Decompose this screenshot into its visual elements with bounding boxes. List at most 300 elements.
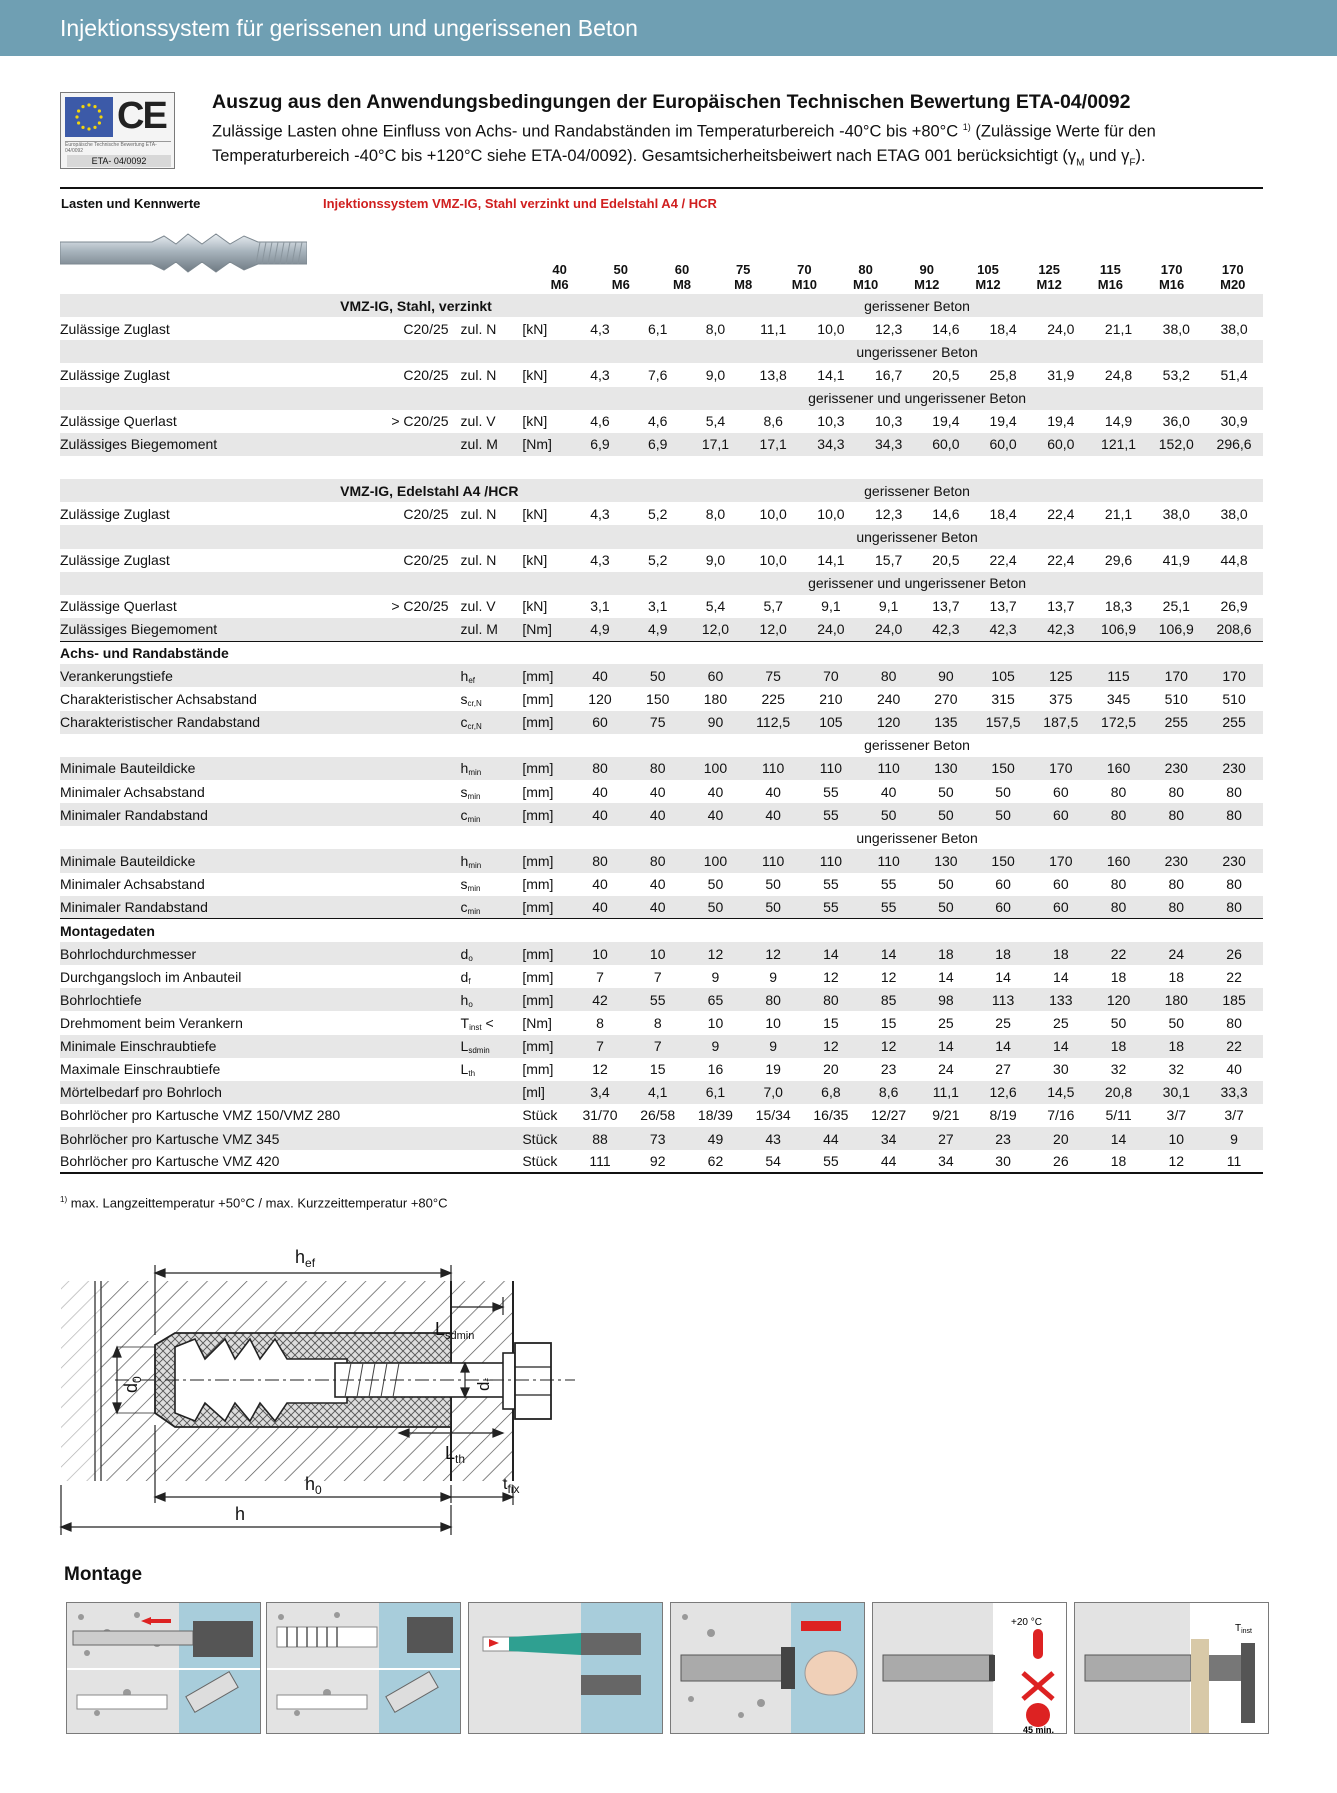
row-label: Minimaler Randabstand	[60, 896, 340, 919]
value-cell: 22,4	[1032, 549, 1090, 572]
value-cell: 60	[1032, 780, 1090, 803]
value-cell: 55	[802, 1150, 860, 1173]
value-cell: 26,9	[1205, 595, 1263, 618]
value-cell: 20,5	[918, 363, 975, 386]
column-header: 170 M16	[1158, 262, 1185, 292]
value-cell: 38,0	[1147, 317, 1205, 340]
value-cell: 4,9	[629, 618, 687, 641]
table-row	[60, 502, 1263, 525]
value-cell: 110	[802, 849, 860, 872]
value-cell: 40	[744, 803, 802, 826]
value-cell: 44,8	[1205, 549, 1263, 572]
section-row	[60, 294, 1263, 317]
value-cell: 49	[687, 1127, 745, 1150]
table-row	[60, 757, 1263, 780]
symbol	[461, 1104, 523, 1127]
value-cell: 33,3	[1205, 1081, 1263, 1104]
value-cell: 18	[1032, 942, 1090, 965]
value-cell: 20,5	[918, 549, 975, 572]
value-cell: 8	[571, 1011, 629, 1034]
value-cell: 130	[918, 757, 975, 780]
value-cell: 36,0	[1147, 410, 1205, 433]
value-cell: 55	[629, 988, 687, 1011]
table-row	[60, 410, 1263, 433]
value-cell: 3,1	[571, 595, 629, 618]
value-cell: 50	[860, 803, 918, 826]
value-cell: 23	[974, 1127, 1032, 1150]
value-cell: 40	[629, 803, 687, 826]
value-cell: 13,7	[918, 595, 975, 618]
value-cell: 80	[629, 849, 687, 872]
value-cell: 54	[744, 1150, 802, 1173]
value-cell: 80	[571, 849, 629, 872]
value-cell: 34,3	[802, 433, 860, 456]
unit: [Nm]	[522, 618, 571, 641]
label-system: Injektionssystem VMZ-IG, Stahl verzinkt und Edelstahl A4 / HCR	[323, 196, 717, 211]
column-header: 115 M16	[1097, 262, 1124, 292]
value-cell: 12/27	[860, 1104, 918, 1127]
value-cell: 150	[974, 849, 1032, 872]
value-cell: 13,7	[974, 595, 1032, 618]
condition-row	[60, 525, 1263, 548]
value-cell: 4,6	[629, 410, 687, 433]
eu-flag-icon	[65, 97, 113, 137]
value-cell: 18	[1090, 1150, 1148, 1173]
value-cell: 4,3	[571, 317, 629, 340]
section-row	[60, 919, 1263, 942]
value-cell: 14	[860, 942, 918, 965]
table-row	[60, 433, 1263, 456]
symbol	[461, 1081, 523, 1104]
value-cell: 80	[1147, 873, 1205, 896]
value-cell: 7	[629, 1035, 687, 1058]
intro-text: Zulässige Lasten ohne Einfluss von Achs- und Randabständen im Temperaturbereich -40°C bis +80°C $^{1)}$ (Zulässige Werte für den Temperaturbereich -40°C bis +120°C siehe ETA-04/0092). Gesamtsicherheitsbeiwert nach ETAG 001 berücksichtigt ($\gamma_M$ und $\gamma_F$).	[212, 122, 1156, 168]
unit: [mm]	[522, 711, 571, 734]
row-label: Minimale Einschraubtiefe	[60, 1035, 340, 1058]
value-cell: 12,0	[744, 618, 802, 641]
data-table	[60, 294, 1263, 1174]
value-cell: 80	[1147, 896, 1205, 919]
value-cell: 7	[571, 1035, 629, 1058]
dim-hef: $h_{ef}$	[295, 1247, 316, 1270]
symbol: $h_{min}$	[461, 757, 523, 780]
row-label: Minimale Bauteildicke	[60, 849, 340, 872]
value-cell: 90	[687, 711, 745, 734]
row-label: Drehmoment beim Verankern	[60, 1011, 340, 1034]
symbol: zul. N	[461, 363, 523, 386]
value-cell: 12	[802, 1035, 860, 1058]
concrete-condition: gerissener Beton	[571, 734, 1263, 757]
value-cell: 55	[802, 803, 860, 826]
value-cell: 10	[571, 942, 629, 965]
row-label: Zulässige Zuglast	[60, 502, 340, 525]
value-cell: 6,1	[629, 317, 687, 340]
unit: [ml]	[522, 1081, 571, 1104]
column-header: 60 M8	[672, 262, 692, 292]
unit: [mm]	[522, 757, 571, 780]
value-cell: 13,8	[744, 363, 802, 386]
value-cell: 170	[1032, 757, 1090, 780]
value-cell: 6,1	[687, 1081, 745, 1104]
value-cell: 10,0	[744, 549, 802, 572]
value-cell: 6,9	[629, 433, 687, 456]
value-cell: 60	[974, 896, 1032, 919]
value-cell: 80	[1090, 873, 1148, 896]
value-cell: 50	[687, 873, 745, 896]
value-cell: 55	[802, 873, 860, 896]
value-cell: 7	[629, 965, 687, 988]
value-cell: 12,0	[687, 618, 745, 641]
value-cell: 112,5	[744, 711, 802, 734]
value-cell: 13,7	[1032, 595, 1090, 618]
table-row	[60, 363, 1263, 386]
dim-lsdmin: $L_{sdmin}$	[435, 1319, 475, 1342]
value-cell: 31,9	[1032, 363, 1090, 386]
value-cell: 6,8	[802, 1081, 860, 1104]
value-cell: 120	[571, 687, 629, 710]
value-cell: 27	[974, 1058, 1032, 1081]
row-label: Verankerungstiefe	[60, 664, 340, 687]
value-cell: 55	[802, 780, 860, 803]
value-cell: 60	[1032, 803, 1090, 826]
value-cell: 121,1	[1090, 433, 1148, 456]
value-cell: 5,2	[629, 502, 687, 525]
value-cell: 150	[974, 757, 1032, 780]
concrete-condition: gerissener Beton	[571, 294, 1263, 317]
dim-df: $d_f$	[474, 1378, 496, 1391]
value-cell: 50	[974, 780, 1032, 803]
symbol: zul. N	[461, 317, 523, 340]
value-cell: 9	[1205, 1127, 1263, 1150]
value-cell: 31/70	[571, 1104, 629, 1127]
value-cell: 26	[1032, 1150, 1090, 1173]
value-cell: 240	[860, 687, 918, 710]
table-row	[60, 711, 1263, 734]
unit: [kN]	[522, 363, 571, 386]
value-cell: 60	[687, 664, 745, 687]
condition-row	[60, 340, 1263, 363]
value-cell: 14,5	[1032, 1081, 1090, 1104]
table-row	[60, 687, 1263, 710]
unit: [kN]	[522, 502, 571, 525]
value-cell: 34	[860, 1127, 918, 1150]
table-row	[60, 849, 1263, 872]
value-cell: 12	[802, 965, 860, 988]
montage-step-insert	[670, 1602, 865, 1734]
logo-caption: Europäische Technische Bewertung ETA-04/0092	[65, 141, 171, 153]
column-header: 70 M10	[791, 262, 818, 292]
symbol: $h_{ef}$	[461, 664, 523, 687]
symbol	[461, 1150, 523, 1173]
condition-row	[60, 826, 1263, 849]
value-cell: 3,1	[629, 595, 687, 618]
value-cell: 14,1	[802, 549, 860, 572]
value-cell: 22,4	[974, 549, 1032, 572]
value-cell: 25	[1032, 1011, 1090, 1034]
row-label: Bohrlochtiefe	[60, 988, 340, 1011]
section-title: Achs- und Randabstände	[60, 641, 1263, 664]
condition-row	[60, 734, 1263, 757]
value-cell: 55	[860, 896, 918, 919]
spacer-row	[60, 456, 1263, 479]
row-label: Bohrlöcher pro Kartusche VMZ 345	[60, 1127, 340, 1150]
section-title: Montagedaten	[60, 919, 1263, 942]
value-cell: 106,9	[1147, 618, 1205, 641]
page-title: Auszug aus den Anwendungsbedingungen der Europäischen Technischen Bewertung ETA-04/0092	[212, 91, 1131, 113]
symbol: $L_{sdmin}$	[461, 1035, 523, 1058]
value-cell: 10,0	[802, 317, 860, 340]
value-cell: 135	[918, 711, 975, 734]
symbol	[461, 1127, 523, 1150]
value-cell: 7,6	[629, 363, 687, 386]
value-cell: 110	[744, 757, 802, 780]
row-label: Bohrlochdurchmesser	[60, 942, 340, 965]
value-cell: 15	[629, 1058, 687, 1081]
value-cell: 7	[571, 965, 629, 988]
value-cell: 22	[1205, 965, 1263, 988]
value-cell: 32	[1147, 1058, 1205, 1081]
value-cell: 75	[744, 664, 802, 687]
value-cell: 10,3	[860, 410, 918, 433]
value-cell: 12	[571, 1058, 629, 1081]
value-cell: 12	[1147, 1150, 1205, 1173]
value-cell: 10	[1147, 1127, 1205, 1150]
value-cell: 25	[918, 1011, 975, 1034]
concrete-class: C20/25	[340, 549, 460, 572]
value-cell: 14,1	[802, 363, 860, 386]
value-cell: 22	[1205, 1035, 1263, 1058]
value-cell: 110	[860, 849, 918, 872]
unit: [mm]	[522, 780, 571, 803]
column-header: 125 M12	[1036, 262, 1062, 292]
symbol: $s_{min}$	[461, 873, 523, 896]
value-cell: 14,9	[1090, 410, 1148, 433]
unit: [mm]	[522, 988, 571, 1011]
table-row	[60, 780, 1263, 803]
value-cell: 14	[1090, 1127, 1148, 1150]
value-cell: 15,7	[860, 549, 918, 572]
value-cell: 30,9	[1205, 410, 1263, 433]
row-label: Zulässiges Biegemoment	[60, 433, 340, 456]
value-cell: 40	[571, 803, 629, 826]
value-cell: 40	[860, 780, 918, 803]
value-cell: 185	[1205, 988, 1263, 1011]
value-cell: 7/16	[1032, 1104, 1090, 1127]
value-cell: 10,0	[802, 502, 860, 525]
torque-label: $T_{inst}$	[1235, 1623, 1253, 1635]
symbol: zul. V	[461, 595, 523, 618]
value-cell: 5/11	[1090, 1104, 1148, 1127]
value-cell: 345	[1090, 687, 1148, 710]
value-cell: 22,4	[1032, 502, 1090, 525]
ce-eta-logo	[60, 92, 175, 169]
header-banner: Injektionssystem für gerissenen und ungerissenen Beton	[0, 0, 1337, 56]
column-header: 90 M12	[914, 262, 940, 292]
row-label: Zulässige Querlast	[60, 595, 340, 618]
montage-step-drill	[66, 1602, 261, 1734]
concrete-class	[340, 618, 460, 641]
value-cell: 18,4	[974, 317, 1032, 340]
unit: [mm]	[522, 687, 571, 710]
value-cell: 375	[1032, 687, 1090, 710]
value-cell: 32	[1090, 1058, 1148, 1081]
value-cell: 40	[571, 780, 629, 803]
concrete-condition: ungerissener Beton	[571, 826, 1263, 849]
value-cell: 50	[918, 803, 975, 826]
value-cell: 22	[1090, 942, 1148, 965]
value-cell: 73	[629, 1127, 687, 1150]
value-cell: 55	[802, 896, 860, 919]
value-cell: 18	[1090, 1035, 1148, 1058]
value-cell: 105	[974, 664, 1032, 687]
concrete-class: C20/25	[340, 502, 460, 525]
value-cell: 8,0	[687, 502, 745, 525]
value-cell: 14	[918, 965, 975, 988]
table-row	[60, 549, 1263, 572]
value-cell: 10	[629, 942, 687, 965]
value-cell: 50	[974, 803, 1032, 826]
value-cell: 80	[802, 988, 860, 1011]
value-cell: 100	[687, 849, 745, 872]
row-label: Bohrlöcher pro Kartusche VMZ 150/VMZ 280	[60, 1104, 340, 1127]
section-row	[60, 641, 1263, 664]
row-label: Bohrlöcher pro Kartusche VMZ 420	[60, 1150, 340, 1173]
value-cell: 21,1	[1090, 502, 1148, 525]
symbol: $s_{cr,N}$	[461, 687, 523, 710]
value-cell: 14	[974, 1035, 1032, 1058]
column-header: 40 M6	[550, 262, 569, 292]
value-cell: 18	[974, 942, 1032, 965]
table-row	[60, 988, 1263, 1011]
concrete-condition: ungerissener Beton	[571, 340, 1263, 363]
unit: [mm]	[522, 664, 571, 687]
value-cell: 80	[1205, 873, 1263, 896]
value-cell: 41,9	[1147, 549, 1205, 572]
value-cell: 30	[974, 1150, 1032, 1173]
column-header: 50 M6	[611, 262, 630, 292]
value-cell: 160	[1090, 757, 1148, 780]
concrete-condition: gerissener und ungerissener Beton	[571, 572, 1263, 595]
value-cell: 255	[1205, 711, 1263, 734]
value-cell: 50	[687, 896, 745, 919]
value-cell: 5,4	[687, 595, 745, 618]
value-cell: 90	[918, 664, 975, 687]
column-header: 105 M12	[975, 262, 1001, 292]
value-cell: 115	[1090, 664, 1148, 687]
section-row	[60, 479, 1263, 502]
symbol: $d_f$	[461, 965, 523, 988]
value-cell: 25,8	[974, 363, 1032, 386]
unit: Stück	[522, 1104, 571, 1127]
symbol: zul. V	[461, 410, 523, 433]
value-cell: 110	[860, 757, 918, 780]
value-cell: 80	[1147, 780, 1205, 803]
value-cell: 187,5	[1032, 711, 1090, 734]
table-row	[60, 873, 1263, 896]
unit: Stück	[522, 1127, 571, 1150]
value-cell: 50	[1147, 1011, 1205, 1034]
symbol: zul. M	[461, 433, 523, 456]
unit: [mm]	[522, 1035, 571, 1058]
value-cell: 80	[860, 664, 918, 687]
unit: [mm]	[522, 1058, 571, 1081]
unit: [Nm]	[522, 1011, 571, 1034]
row-label: Minimaler Achsabstand	[60, 780, 340, 803]
unit: [kN]	[522, 595, 571, 618]
top-rule	[60, 187, 1263, 189]
value-cell: 170	[1147, 664, 1205, 687]
value-cell: 20	[1032, 1127, 1090, 1150]
value-cell: 24	[918, 1058, 975, 1081]
value-cell: 106,9	[1090, 618, 1148, 641]
value-cell: 12,3	[860, 502, 918, 525]
value-cell: 44	[802, 1127, 860, 1150]
value-cell: 120	[860, 711, 918, 734]
concrete-condition: ungerissener Beton	[571, 525, 1263, 548]
unit: [mm]	[522, 873, 571, 896]
row-label: Charakteristischer Achsabstand	[60, 687, 340, 710]
dim-h: h	[235, 1504, 246, 1524]
value-cell: 14	[974, 965, 1032, 988]
value-cell: 12	[860, 965, 918, 988]
montage-heading: Montage	[64, 1564, 143, 1585]
montage-step-cure	[872, 1602, 1067, 1734]
table-row	[60, 317, 1263, 340]
value-cell: 19	[744, 1058, 802, 1081]
value-cell: 6,9	[571, 433, 629, 456]
value-cell: 12	[744, 942, 802, 965]
symbol: $s_{min}$	[461, 780, 523, 803]
table-row	[60, 896, 1263, 919]
value-cell: 8,6	[860, 1081, 918, 1104]
table-row	[60, 664, 1263, 687]
value-cell: 110	[744, 849, 802, 872]
unit: [kN]	[522, 410, 571, 433]
value-cell: 15/34	[744, 1104, 802, 1127]
concrete-class: C20/25	[340, 317, 460, 340]
unit: [mm]	[522, 849, 571, 872]
concrete-class: > C20/25	[340, 410, 460, 433]
row-label: Charakteristischer Randabstand	[60, 711, 340, 734]
unit: [mm]	[522, 896, 571, 919]
value-cell: 10,0	[744, 502, 802, 525]
value-cell: 80	[1205, 1011, 1263, 1034]
symbol: $h_o$	[461, 988, 523, 1011]
value-cell: 34	[918, 1150, 975, 1173]
value-cell: 208,6	[1205, 618, 1263, 641]
value-cell: 510	[1147, 687, 1205, 710]
unit: [kN]	[522, 317, 571, 340]
row-label: Minimaler Randabstand	[60, 803, 340, 826]
cure-time: 45 min.	[1023, 1725, 1055, 1734]
unit: [mm]	[522, 965, 571, 988]
table-row	[60, 1035, 1263, 1058]
value-cell: 60,0	[1032, 433, 1090, 456]
value-cell: 40	[687, 803, 745, 826]
value-cell: 16	[687, 1058, 745, 1081]
value-cell: 12	[860, 1035, 918, 1058]
value-cell: 315	[974, 687, 1032, 710]
value-cell: 24,8	[1090, 363, 1148, 386]
symbol: $L_{th}$	[461, 1058, 523, 1081]
value-cell: 12	[687, 942, 745, 965]
value-cell: 3/7	[1205, 1104, 1263, 1127]
logo-eta-label: ETA- 04/0092	[67, 155, 171, 167]
value-cell: 4,3	[571, 502, 629, 525]
value-cell: 80	[1147, 803, 1205, 826]
row-label: Durchgangsloch im Anbauteil	[60, 965, 340, 988]
value-cell: 10,3	[802, 410, 860, 433]
